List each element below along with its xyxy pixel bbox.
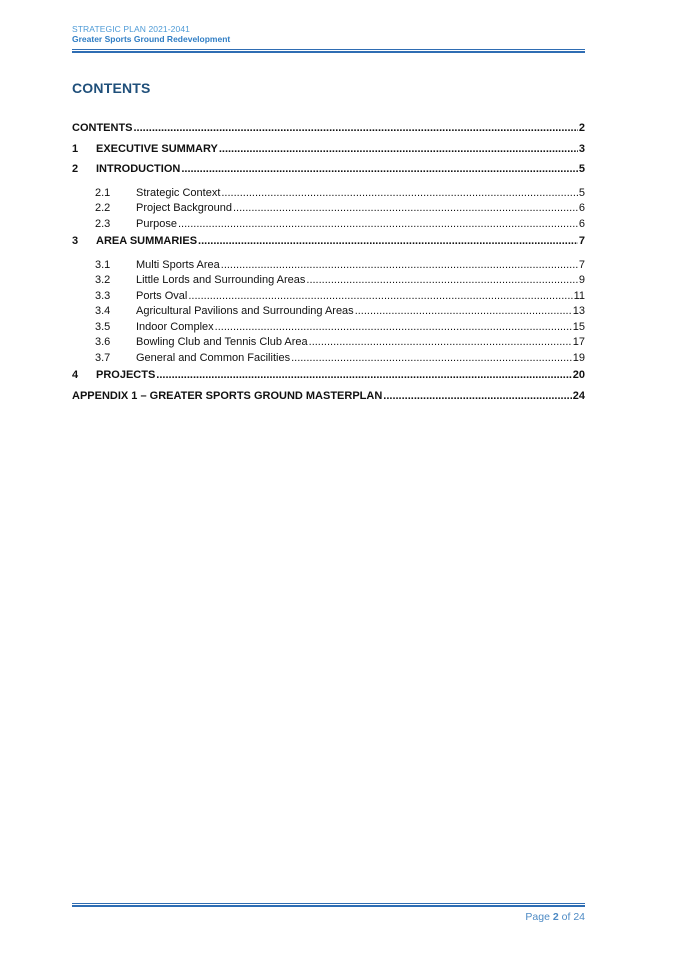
toc-entry-number: 2 [72,163,79,175]
toc-dot-leader [306,274,577,286]
toc-entry-number: 3.5 [95,320,111,333]
toc-entry-page: 7 [578,235,585,247]
toc-entry-page: 7 [578,258,585,271]
toc-entry[interactable] [72,369,585,390]
toc-entry-title: Little Lords and Surrounding Areas [136,274,306,286]
toc-entry-title: Ports Oval [136,289,188,302]
toc-dot-leader [134,122,578,134]
toc-dot-leader [291,352,572,364]
toc-dot-leader [178,218,578,230]
page-total: 24 [573,911,585,923]
toc-dot-leader [215,321,572,333]
toc-entry-page: 13 [572,305,585,317]
toc-entry[interactable] [72,390,585,411]
toc-entry-page: 24 [572,389,585,402]
toc-entry-title: Strategic Context [136,186,221,199]
toc-entry[interactable] [72,163,585,184]
toc-entry-page: 2 [578,122,585,134]
toc-entry[interactable] [72,274,585,290]
toc-entry-number: 3.1 [95,258,111,271]
toc-entry-title: Agricultural Pavilions and Surrounding Areas [136,305,354,317]
toc-entry-page: 6 [578,202,585,214]
toc-entry[interactable] [72,187,585,203]
toc-entry-number: 2.1 [95,186,111,199]
toc-entry-number: 3.7 [95,351,111,364]
toc-entry-title: AREA SUMMARIES [96,235,198,247]
page-label: Page [525,911,550,923]
toc-entry-number: 2.3 [95,217,111,230]
toc-entry-page: 6 [578,217,585,230]
table-of-contents [72,122,585,410]
toc-entry-title: APPENDIX 1 – GREATER SPORTS GROUND MASTERPLAN [72,389,383,402]
toc-dot-leader [198,235,578,247]
toc-entry-title: INTRODUCTION [96,163,181,175]
header-project-name: Greater Sports Ground Redevelopment [72,34,231,44]
toc-entry-page: 19 [572,351,585,364]
toc-dot-leader [221,259,578,271]
footer-rule [72,903,585,907]
toc-entry-page: 9 [578,274,585,286]
toc-entry[interactable] [72,202,585,218]
toc-entry[interactable] [72,259,585,275]
toc-entry[interactable] [72,321,585,337]
running-header [72,24,585,44]
toc-entry-title: Bowling Club and Tennis Club Area [136,336,308,348]
toc-entry-number: 3.6 [95,336,111,348]
toc-entry-title: General and Common Facilities [136,351,291,364]
toc-dot-leader [181,163,578,175]
header-plan-title: STRATEGIC PLAN 2021-2041 [72,24,190,34]
toc-entry-page: 5 [578,163,585,175]
toc-dot-leader [219,143,578,155]
toc-entry[interactable] [72,352,585,368]
toc-entry-page: 15 [572,320,585,333]
toc-dot-leader [188,290,572,302]
toc-dot-leader [156,369,571,381]
toc-entry-number: 3.4 [95,305,111,317]
toc-entry-page: 17 [572,336,585,348]
toc-entry-page: 5 [578,186,585,199]
toc-entry[interactable] [72,235,585,256]
toc-entry-title: Indoor Complex [136,320,214,333]
toc-entry-number: 3.2 [95,274,111,286]
toc-dot-leader [383,390,571,402]
toc-entry-page: 11 [573,289,585,302]
toc-entry[interactable] [72,218,585,234]
toc-entry-number: 3.3 [95,289,111,302]
toc-entry-title: EXECUTIVE SUMMARY [96,142,218,155]
toc-entry-page: 20 [572,369,585,381]
toc-entry-title: PROJECTS [96,369,156,381]
toc-dot-leader [233,202,578,214]
toc-entry-number: 1 [72,142,79,155]
toc-entry-title: Project Background [136,202,232,214]
toc-entry-title: CONTENTS [72,122,133,134]
page-of: of [561,911,571,923]
page-number [525,911,585,923]
header-rule [72,49,585,53]
toc-dot-leader [355,305,572,317]
toc-entry-number: 4 [72,369,79,381]
toc-entry-number: 2.2 [95,202,111,214]
toc-entry[interactable] [72,336,585,352]
toc-entry[interactable] [72,122,585,143]
toc-entry[interactable] [72,143,585,164]
toc-entry-title: Purpose [136,217,177,230]
page-title: CONTENTS [72,80,151,96]
toc-entry-page: 3 [578,142,585,155]
toc-entry[interactable] [72,290,585,306]
toc-entry-title: Multi Sports Area [136,258,220,271]
page-current: 2 [552,911,559,923]
toc-entry-number: 3 [72,235,79,247]
toc-entry[interactable] [72,305,585,321]
toc-dot-leader [221,187,578,199]
toc-dot-leader [309,336,572,348]
